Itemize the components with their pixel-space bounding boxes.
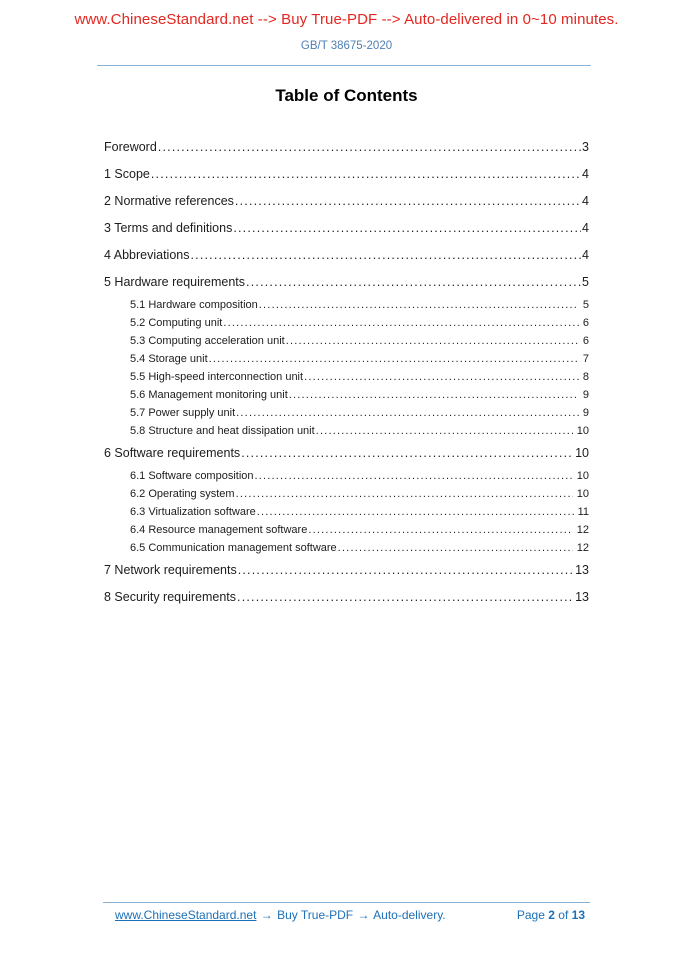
toc-leader-dots	[236, 488, 573, 501]
toc-leader-dots	[151, 168, 581, 181]
toc-entry[interactable]	[104, 350, 589, 368]
toc-entry-label: Foreword	[104, 140, 157, 154]
toc-leader-dots	[237, 591, 574, 604]
toc-leader-dots	[246, 276, 581, 289]
total-page-number: 13	[571, 908, 585, 922]
toc-entry-label: 5.4 Storage unit	[130, 352, 208, 365]
toc-entry[interactable]	[104, 215, 589, 242]
toc-entry-page: 4	[582, 221, 589, 235]
current-page-number: 2	[548, 908, 555, 922]
arrow-icon: →	[260, 908, 273, 922]
toc-entry-page: 3	[582, 140, 589, 154]
toc-leader-dots	[236, 407, 579, 420]
toc-leader-dots	[286, 335, 579, 348]
footer-left	[115, 907, 446, 923]
of-label: of	[558, 908, 569, 922]
toc-entry-label: 6.4 Resource management software	[130, 523, 308, 536]
toc-entry-label: 8 Security requirements	[104, 590, 237, 604]
toc-entry[interactable]	[104, 422, 589, 440]
toc-entry-label: 4 Abbreviations	[104, 248, 190, 262]
toc-entry-label: 6.3 Virtualization software	[130, 505, 256, 518]
toc-entry-label: 5.7 Power supply unit	[130, 406, 236, 419]
toc-entry[interactable]	[104, 467, 589, 485]
toc-leader-dots	[259, 299, 579, 312]
toc-entry[interactable]	[104, 521, 589, 539]
toc-entry-page: 9	[582, 388, 589, 401]
page-footer	[104, 907, 589, 923]
toc-entry-label: 3 Terms and definitions	[104, 221, 233, 235]
toc-leader-dots	[241, 447, 574, 460]
toc-entry-page: 10	[575, 446, 589, 460]
toc-entry[interactable]	[104, 296, 589, 314]
toc-leader-dots	[257, 506, 574, 519]
toc-entry-label: 6.5 Communication management software	[130, 541, 337, 554]
toc-entry-label: 5 Hardware requirements	[104, 275, 246, 289]
toc-entry-label: 2 Normative references	[104, 194, 234, 208]
toc-entry-page: 7	[582, 352, 589, 365]
toc-leader-dots	[289, 389, 579, 402]
toc-entry-page: 6	[582, 334, 589, 347]
toc-entry-page: 8	[582, 370, 589, 383]
toc-leader-dots	[235, 195, 581, 208]
toc-entry-page: 10	[576, 469, 589, 482]
toc-entry-page: 6	[582, 316, 589, 329]
toc-entry-page: 10	[576, 487, 589, 500]
toc-entry[interactable]	[104, 503, 589, 521]
toc-entry-page: 5	[582, 298, 589, 311]
toc-leader-dots	[209, 353, 579, 366]
toc-entry[interactable]	[104, 584, 589, 611]
toc-entry-page: 12	[576, 541, 589, 554]
toc-entry-page: 5	[582, 275, 589, 289]
page-title: Table of Contents	[275, 86, 418, 105]
toc-leader-dots	[316, 425, 573, 438]
toc-leader-dots	[190, 249, 581, 262]
toc-entry-page: 4	[582, 248, 589, 262]
toc-entry[interactable]	[104, 161, 589, 188]
footer-divider	[103, 902, 590, 903]
toc-leader-dots	[308, 524, 572, 537]
toc-entry-page: 11	[577, 505, 589, 518]
footer-page-indicator	[517, 907, 585, 923]
toc-entry[interactable]	[104, 404, 589, 422]
toc-leader-dots	[255, 470, 573, 483]
toc-entry[interactable]	[104, 440, 589, 467]
arrow-icon: →	[357, 908, 370, 922]
toc-entry-label: 7 Network requirements	[104, 563, 237, 577]
toc-entry-label: 5.6 Management monitoring unit	[130, 388, 288, 401]
toc-entry-page: 4	[582, 167, 589, 181]
toc-entry[interactable]	[104, 134, 589, 161]
toc-entry-label: 6.2 Operating system	[130, 487, 235, 500]
toc-entry-page: 10	[576, 424, 589, 437]
toc-leader-dots	[304, 371, 579, 384]
toc-entry[interactable]	[104, 485, 589, 503]
toc-entry-page: 12	[576, 523, 589, 536]
toc-entry[interactable]	[104, 269, 589, 296]
banner-link[interactable]: www.ChineseStandard.net --> Buy True-PDF --> Auto-delivered in 0~10 minutes.	[74, 11, 619, 28]
toc-entry-page: 9	[582, 406, 589, 419]
toc-entry[interactable]	[104, 557, 589, 584]
toc-entry[interactable]	[104, 368, 589, 386]
toc-leader-dots	[238, 564, 574, 577]
toc-entry[interactable]	[104, 386, 589, 404]
toc-leader-dots	[338, 542, 573, 555]
toc-list	[104, 134, 589, 611]
toc-entry-page: 13	[575, 563, 589, 577]
header-divider	[97, 65, 591, 66]
toc-entry-label: 1 Scope	[104, 167, 150, 181]
toc-entry[interactable]	[104, 332, 589, 350]
standard-code: GB/T 38675-2020	[300, 40, 393, 52]
toc-entry-label: 5.3 Computing acceleration unit	[130, 334, 285, 347]
toc-entry-page: 4	[582, 194, 589, 208]
toc-entry[interactable]	[104, 242, 589, 269]
toc-entry-label: 6 Software requirements	[104, 446, 241, 460]
toc-entry-label: 5.8 Structure and heat dissipation unit	[130, 424, 315, 437]
toc-entry-label: 5.5 High-speed interconnection unit	[130, 370, 304, 383]
footer-buy-text: Buy True-PDF	[277, 908, 354, 922]
toc-entry-page: 13	[575, 590, 589, 604]
page-label: Page	[516, 908, 545, 922]
toc-entry[interactable]	[104, 314, 589, 332]
footer-link[interactable]: www.ChineseStandard.net	[115, 908, 257, 922]
toc-entry[interactable]	[104, 188, 589, 215]
toc-leader-dots	[158, 141, 581, 154]
toc-leader-dots	[223, 317, 579, 330]
toc-entry-label: 5.1 Hardware composition	[130, 298, 258, 311]
footer-delivery-text: Auto-delivery.	[373, 908, 446, 922]
toc-leader-dots	[233, 222, 581, 235]
toc-entry-label: 6.1 Software composition	[130, 469, 254, 482]
toc-entry[interactable]	[104, 539, 589, 557]
toc-entry-label: 5.2 Computing unit	[130, 316, 223, 329]
